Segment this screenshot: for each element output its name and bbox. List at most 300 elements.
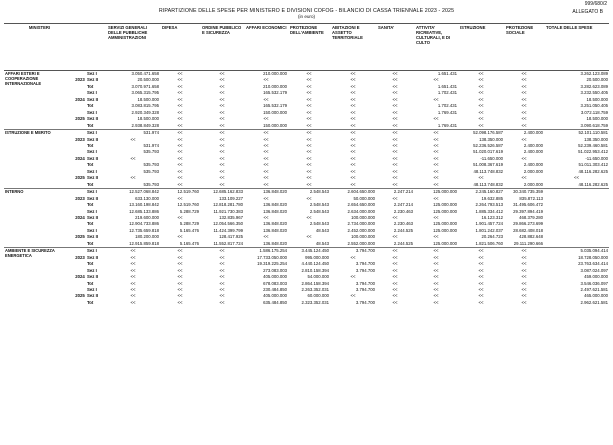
header-year bbox=[74, 24, 86, 71]
value-cell: << bbox=[263, 77, 269, 83]
value-cell: << bbox=[130, 267, 136, 273]
value-cell: << bbox=[219, 103, 225, 109]
section-kind: Sez II bbox=[87, 293, 98, 299]
section-kind: Tot bbox=[87, 83, 94, 89]
section-kind: Tot bbox=[87, 280, 94, 286]
value-cell: << bbox=[521, 274, 527, 280]
year-cell: 2024 bbox=[75, 274, 85, 280]
section-kind: Sez II bbox=[87, 195, 98, 201]
value-cell: << bbox=[200, 248, 244, 255]
header-affari-economici: AFFARI ECONOMICI bbox=[244, 24, 288, 71]
value-cell: 18.500.000 bbox=[137, 116, 159, 122]
value-cell: << bbox=[376, 130, 414, 137]
section-kind: Sez I bbox=[86, 248, 106, 255]
section-kind: Sez I bbox=[87, 149, 97, 155]
value-cell: 2.244.525 bbox=[393, 227, 413, 233]
value-cell: << bbox=[433, 142, 439, 148]
value-cell: 2.264.793.513 bbox=[475, 202, 503, 208]
value-cell: << bbox=[219, 168, 225, 174]
value-cell: << bbox=[392, 103, 398, 109]
section-kind: Sez II bbox=[87, 254, 98, 260]
value-cell: 136.848.020 bbox=[263, 202, 287, 208]
value-cell: 12.818.281.780 bbox=[213, 202, 243, 208]
section-kind: Tot bbox=[87, 221, 94, 227]
value-cell: << bbox=[177, 149, 183, 155]
value-cell: << bbox=[219, 96, 225, 102]
value-cell: 995.000.000 bbox=[305, 254, 329, 260]
ministry-name: AMBIENTE E SICUREZZA ENERGETICA bbox=[4, 248, 74, 307]
value-cell: 535.793 bbox=[143, 181, 159, 187]
value-cell: << bbox=[478, 293, 484, 299]
value-cell: 48.543 bbox=[315, 227, 329, 233]
value-cell: 2.230.463 bbox=[393, 221, 413, 227]
value-cell: 2.400.000 bbox=[523, 149, 543, 155]
value-cell: 165.532.179 bbox=[263, 103, 287, 109]
value-cell: << bbox=[177, 162, 183, 168]
value-cell: << bbox=[521, 293, 527, 299]
value-cell: 100.000.000 bbox=[351, 214, 375, 220]
table-row bbox=[4, 182, 609, 189]
value-cell: 3.794.700 bbox=[355, 299, 375, 305]
value-cell: 136.848.020 bbox=[263, 208, 287, 214]
value-cell: 31.495.606.472 bbox=[513, 202, 543, 208]
value-cell: 2.230.463 bbox=[393, 208, 413, 214]
value-cell: 3.083.815.795 bbox=[131, 103, 159, 109]
value-cell: 12.519.760 bbox=[177, 202, 199, 208]
value-cell: 2.864.158.394 bbox=[301, 280, 329, 286]
value-cell: << bbox=[478, 96, 484, 102]
section-kind: Sez I bbox=[87, 168, 97, 174]
value-cell: << bbox=[263, 234, 269, 240]
total-cell: 52.239.460.581 bbox=[578, 142, 608, 148]
section-kind: Sez I bbox=[87, 109, 97, 115]
value-cell: 1.651.431 bbox=[437, 83, 457, 89]
value-cell: << bbox=[130, 280, 136, 286]
value-cell: << bbox=[478, 71, 484, 76]
value-cell: << bbox=[306, 96, 312, 102]
section-kind: Sez I bbox=[86, 130, 106, 137]
value-cell: 52.236.526.587 bbox=[473, 142, 503, 148]
section-kind: Sez II bbox=[87, 96, 98, 102]
value-cell: << bbox=[177, 175, 183, 181]
value-cell: << bbox=[350, 162, 356, 168]
total-cell: 3.282.623.089 bbox=[580, 83, 608, 89]
value-cell: << bbox=[521, 254, 527, 260]
header-protezione-ambiente: PROTEZIONE DELL'AMBIENTE bbox=[288, 24, 330, 71]
value-cell: << bbox=[350, 142, 356, 148]
year-cell: 2023 bbox=[74, 130, 86, 150]
value-cell: << bbox=[521, 103, 527, 109]
total-cell: 138.350.000 bbox=[584, 136, 608, 142]
value-cell: << bbox=[219, 254, 225, 260]
value-cell: << bbox=[478, 254, 484, 260]
section-kind: Tot bbox=[87, 103, 94, 109]
value-cell: << bbox=[306, 175, 312, 181]
value-cell: 5.165.476 bbox=[179, 240, 199, 246]
value-cell: 2.548.543 bbox=[288, 189, 330, 196]
value-cell: << bbox=[350, 274, 356, 280]
value-cell: << bbox=[130, 254, 136, 260]
value-cell: << bbox=[433, 261, 439, 267]
value-cell: << bbox=[160, 130, 200, 137]
document-number: 999/680/2 bbox=[584, 1, 607, 7]
header-section bbox=[86, 24, 106, 71]
value-cell: << bbox=[263, 142, 269, 148]
section-kind: Tot bbox=[87, 122, 94, 128]
value-cell: << bbox=[433, 155, 439, 161]
allegato-label: ALLEGATO B bbox=[572, 9, 603, 15]
value-cell: 531.974 bbox=[143, 142, 159, 148]
value-cell: << bbox=[392, 90, 398, 96]
value-cell: 2.938.849.328 bbox=[131, 122, 159, 128]
total-cell: 18.728.050.000 bbox=[578, 254, 608, 260]
total-cell: << bbox=[573, 175, 580, 181]
value-cell: << bbox=[433, 274, 439, 280]
value-cell: << bbox=[521, 109, 527, 115]
value-cell: << bbox=[433, 149, 439, 155]
value-cell: << bbox=[306, 155, 312, 161]
value-cell: 54.000.000 bbox=[307, 274, 329, 280]
value-cell: 125.000.000 bbox=[433, 221, 457, 227]
value-cell: << bbox=[350, 103, 356, 109]
value-cell: << bbox=[130, 274, 136, 280]
value-cell: << bbox=[177, 122, 183, 128]
section-kind: Sez II bbox=[87, 77, 98, 83]
value-cell: << bbox=[177, 280, 183, 286]
value-cell: 2.400.000 bbox=[523, 142, 543, 148]
value-cell: << bbox=[521, 280, 527, 286]
value-cell: 5.165.476 bbox=[179, 227, 199, 233]
value-cell: << bbox=[263, 149, 269, 155]
value-cell: 2.810.158.394 bbox=[301, 267, 329, 273]
value-cell: 3.794.700 bbox=[330, 248, 376, 255]
value-cell: << bbox=[177, 77, 183, 83]
value-cell: 405.000.000 bbox=[263, 293, 287, 299]
total-cell: 3.087.024.097 bbox=[580, 267, 608, 273]
value-cell: 48.113.748.832 bbox=[473, 181, 503, 187]
value-cell: 11.552.817.724 bbox=[213, 240, 243, 246]
value-cell: 3.794.700 bbox=[355, 267, 375, 273]
value-cell: 2.000.000 bbox=[523, 168, 543, 174]
value-cell: << bbox=[478, 103, 484, 109]
value-cell: << bbox=[392, 280, 398, 286]
table-row bbox=[4, 241, 609, 248]
value-cell: << bbox=[219, 109, 225, 115]
value-cell: << bbox=[433, 293, 439, 299]
year-cell: 2023 bbox=[75, 77, 85, 83]
value-cell: << bbox=[392, 261, 398, 267]
section-kind: Tot bbox=[87, 162, 94, 168]
value-cell: << bbox=[350, 122, 356, 128]
value-cell: << bbox=[478, 77, 484, 83]
value-cell: 48.543 bbox=[315, 240, 329, 246]
value-cell: << bbox=[177, 142, 183, 148]
value-cell: << bbox=[219, 162, 225, 168]
value-cell: 136.848.020 bbox=[263, 240, 287, 246]
total-cell: 48.116.282.625 bbox=[578, 168, 608, 174]
value-cell: 150.000.000 bbox=[263, 109, 287, 115]
value-cell: 125.000.000 bbox=[433, 240, 457, 246]
section-kind: Sez I bbox=[87, 227, 97, 233]
value-cell: << bbox=[130, 299, 136, 305]
value-cell: 30.340.735.359 bbox=[504, 189, 544, 196]
value-cell: << bbox=[219, 299, 225, 305]
year-cell: 2025 bbox=[75, 175, 85, 181]
value-cell: 210.000.000 bbox=[263, 71, 287, 76]
value-cell: 2.654.650.000 bbox=[347, 202, 375, 208]
value-cell: << bbox=[392, 168, 398, 174]
value-cell: 2.920.349.328 bbox=[131, 109, 159, 115]
value-cell: << bbox=[219, 83, 225, 89]
value-cell: 1.901.457.724 bbox=[475, 221, 503, 227]
value-cell: << bbox=[350, 254, 356, 260]
section-kind: Sez I bbox=[87, 71, 97, 76]
value-cell: << bbox=[263, 168, 269, 174]
section-kind: Tot bbox=[87, 142, 94, 148]
value-cell: 273.083.003 bbox=[263, 267, 287, 273]
value-cell: 1.885.334.412 bbox=[475, 208, 503, 214]
total-cell: 3.072.118.759 bbox=[580, 109, 608, 115]
value-cell: << bbox=[521, 286, 527, 292]
value-cell: 428.882.648 bbox=[519, 234, 543, 240]
value-cell: 5.288.729 bbox=[179, 221, 199, 227]
value-cell: << bbox=[458, 248, 504, 255]
year-cell: 2025 bbox=[75, 234, 85, 240]
value-cell: 2.400.000 bbox=[523, 162, 543, 168]
section-kind: Sez II bbox=[87, 155, 98, 161]
year-cell: 2025 bbox=[75, 293, 85, 299]
value-cell: << bbox=[177, 168, 183, 174]
value-cell: << bbox=[177, 181, 183, 187]
total-cell: 18.500.000 bbox=[586, 116, 608, 122]
table-row bbox=[4, 234, 609, 240]
value-cell: 3.794.700 bbox=[355, 286, 375, 292]
value-cell: 3.794.700 bbox=[355, 280, 375, 286]
value-cell: 12.685.133.886 bbox=[129, 208, 159, 214]
value-cell: 125.000.000 bbox=[433, 227, 457, 233]
value-cell: << bbox=[350, 109, 356, 115]
spending-table bbox=[4, 23, 609, 306]
value-cell: << bbox=[350, 77, 356, 83]
value-cell: 1.801.242.037 bbox=[475, 227, 503, 233]
total-cell: 3.090.618.759 bbox=[580, 122, 608, 128]
value-cell: << bbox=[306, 103, 312, 109]
total-cell: 465.000.000 bbox=[584, 293, 608, 299]
value-cell: << bbox=[392, 142, 398, 148]
value-cell: 12.915.859.818 bbox=[129, 240, 159, 246]
value-cell: 12.054.566.350 bbox=[213, 221, 243, 227]
value-cell: << bbox=[244, 130, 288, 137]
value-cell: -11.650.000 bbox=[480, 155, 503, 161]
value-cell: << bbox=[219, 155, 225, 161]
value-cell: << bbox=[288, 130, 330, 137]
value-cell: 12.527.068.842 bbox=[106, 189, 160, 196]
value-cell: << bbox=[433, 299, 439, 305]
value-cell: << bbox=[177, 90, 183, 96]
total-cell: 51.011.303.412 bbox=[578, 162, 608, 168]
header-row bbox=[4, 24, 609, 71]
table-row bbox=[4, 123, 609, 130]
value-cell: << bbox=[306, 162, 312, 168]
year-cell: 2025 bbox=[75, 116, 85, 122]
total-cell: 52.101.110.581 bbox=[544, 130, 609, 137]
section-kind: Tot bbox=[87, 299, 94, 305]
value-cell: 3.065.315.795 bbox=[131, 90, 159, 96]
value-cell: 2.245.160.827 bbox=[458, 189, 504, 196]
value-cell: 60.000.000 bbox=[307, 293, 329, 299]
value-cell: << bbox=[521, 71, 527, 76]
ministry-name: INTERNO bbox=[4, 189, 74, 248]
value-cell: 1.769.431 bbox=[437, 109, 457, 115]
value-cell: 18.500.000 bbox=[137, 96, 159, 102]
header-attivita-ricreative: ATTIVITA' RICREATIVE, CULTURALI, E DI CULTO bbox=[414, 24, 458, 71]
value-cell: << bbox=[392, 181, 398, 187]
value-cell: 132.835.967 bbox=[219, 214, 243, 220]
value-cell: << bbox=[306, 122, 312, 128]
value-cell: << bbox=[478, 274, 484, 280]
value-cell: << bbox=[433, 234, 439, 240]
value-cell: << bbox=[433, 168, 439, 174]
section-kind: Sez II bbox=[87, 274, 98, 280]
ministry-name: AFFARI ESTERI E COOPERAZIONE INTERNAZIONALE bbox=[5, 71, 42, 86]
value-cell: 4.440.124.450 bbox=[301, 261, 329, 267]
value-cell: << bbox=[521, 299, 527, 305]
section-kind: Sez II bbox=[87, 116, 98, 122]
value-cell: << bbox=[219, 122, 225, 128]
value-cell: 136.848.020 bbox=[263, 227, 287, 233]
total-cell: 2.497.621.581 bbox=[580, 286, 608, 292]
value-cell: << bbox=[306, 90, 312, 96]
value-cell: << bbox=[306, 83, 312, 89]
value-cell: << bbox=[306, 181, 312, 187]
value-cell: << bbox=[392, 83, 398, 89]
value-cell: << bbox=[433, 254, 439, 260]
value-cell: 2.604.650.000 bbox=[330, 189, 376, 196]
value-cell: 2.263.352.031 bbox=[301, 286, 329, 292]
value-cell: << bbox=[130, 136, 136, 142]
value-cell: << bbox=[219, 181, 225, 187]
value-cell: 2.000.000 bbox=[523, 181, 543, 187]
value-cell: 136.848.020 bbox=[263, 221, 287, 227]
value-cell: << bbox=[350, 155, 356, 161]
value-cell: << bbox=[392, 109, 398, 115]
total-cell: 2.962.621.581 bbox=[580, 299, 608, 305]
total-cell bbox=[544, 189, 609, 196]
value-cell: << bbox=[219, 77, 225, 83]
value-cell: << bbox=[177, 83, 183, 89]
value-cell: << bbox=[219, 261, 225, 267]
value-cell: << bbox=[521, 122, 527, 128]
value-cell: << bbox=[350, 90, 356, 96]
value-cell: << bbox=[433, 175, 439, 181]
value-cell: << bbox=[521, 155, 527, 161]
value-cell: << bbox=[478, 175, 484, 181]
value-cell: 29.111.290.666 bbox=[513, 240, 543, 246]
value-cell: 100.000.000 bbox=[351, 234, 375, 240]
value-cell: << bbox=[219, 142, 225, 148]
total-cell: 23.763.634.414 bbox=[578, 261, 608, 267]
section-kind: Tot bbox=[87, 261, 94, 267]
value-cell: 531.974 bbox=[106, 130, 160, 137]
value-cell: << bbox=[177, 293, 183, 299]
value-cell: << bbox=[263, 175, 269, 181]
value-cell: << bbox=[478, 109, 484, 115]
value-cell: << bbox=[392, 254, 398, 260]
value-cell: 468.379.280 bbox=[519, 214, 543, 220]
value-cell: 29.866.273.699 bbox=[513, 221, 543, 227]
year-cell: 2023 bbox=[74, 189, 86, 209]
value-cell: 136.848.020 bbox=[244, 189, 288, 196]
value-cell: << bbox=[177, 109, 183, 115]
value-cell: << bbox=[478, 280, 484, 286]
total-cell: 3.251.050.405 bbox=[580, 103, 608, 109]
value-cell: << bbox=[521, 77, 527, 83]
value-cell: << bbox=[392, 77, 398, 83]
value-cell: 635.484.850 bbox=[263, 299, 287, 305]
table-row bbox=[4, 130, 609, 137]
header-ordine-pubblico: ORDINE PUBBLICO E SICUREZZA bbox=[200, 24, 244, 71]
value-cell: 125.000.000 bbox=[433, 208, 457, 214]
value-cell: << bbox=[350, 175, 356, 181]
section-kind: Sez II bbox=[87, 136, 98, 142]
value-cell: << bbox=[478, 286, 484, 292]
value-cell: << bbox=[433, 162, 439, 168]
value-cell: << bbox=[350, 293, 356, 299]
value-cell: << bbox=[392, 299, 398, 305]
table-body bbox=[4, 71, 609, 307]
total-cell: 5.035.094.414 bbox=[544, 248, 609, 255]
value-cell: << bbox=[177, 155, 183, 161]
value-cell: << bbox=[433, 96, 439, 102]
value-cell: 125.000.000 bbox=[414, 189, 458, 196]
table-row bbox=[4, 248, 609, 255]
value-cell: << bbox=[263, 195, 269, 201]
value-cell: 165.532.179 bbox=[263, 90, 287, 96]
year-cell: 2023 bbox=[74, 248, 86, 268]
value-cell: 3.050.471.658 bbox=[131, 71, 159, 76]
section-kind: Sez II bbox=[87, 234, 98, 240]
value-cell: 210.000.000 bbox=[263, 83, 287, 89]
header-istruzione: ISTRUZIONE bbox=[458, 24, 504, 71]
value-cell: 51.020.017.619 bbox=[473, 149, 503, 155]
value-cell: << bbox=[219, 116, 225, 122]
value-cell: << bbox=[306, 214, 312, 220]
value-cell: << bbox=[433, 136, 439, 142]
value-cell: << bbox=[433, 280, 439, 286]
value-cell: << bbox=[263, 162, 269, 168]
value-cell: 17.733.050.000 bbox=[257, 254, 287, 260]
value-cell: 51.008.367.619 bbox=[473, 162, 503, 168]
value-cell: 20.264.723 bbox=[481, 234, 503, 240]
value-cell: << bbox=[392, 96, 398, 102]
value-cell: << bbox=[433, 195, 439, 201]
value-cell: << bbox=[219, 71, 225, 76]
value-cell: << bbox=[177, 274, 183, 280]
value-cell: << bbox=[376, 248, 414, 255]
value-cell: << bbox=[130, 261, 136, 267]
value-cell: << bbox=[392, 71, 398, 76]
section-kind: Sez I bbox=[87, 267, 97, 273]
total-cell: 3.232.550.405 bbox=[580, 90, 608, 96]
value-cell: << bbox=[392, 149, 398, 155]
value-cell: 12.904.733.886 bbox=[129, 221, 159, 227]
section-kind: Sez II bbox=[87, 175, 98, 181]
value-cell: 125.000.000 bbox=[433, 202, 457, 208]
value-cell: << bbox=[478, 83, 484, 89]
value-cell: 1.702.431 bbox=[437, 103, 457, 109]
value-cell: << bbox=[177, 261, 183, 267]
value-cell: 16.123.312 bbox=[481, 214, 503, 220]
